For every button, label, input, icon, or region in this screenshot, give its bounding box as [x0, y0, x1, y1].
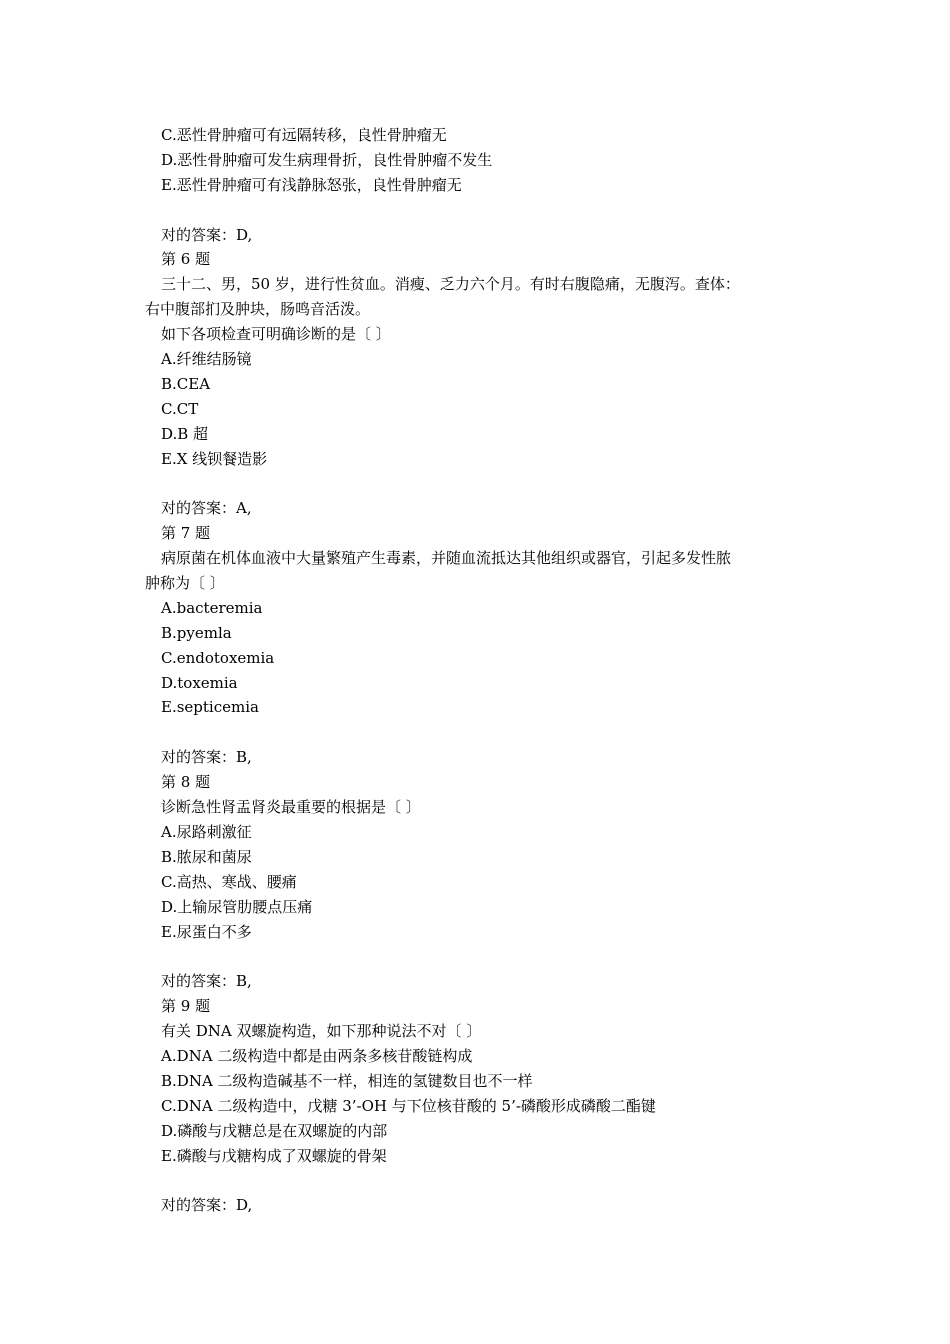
- q9-option-c: C.DNA 二级构造中，戊糖 3’-OH 与下位核苷酸的 5’-磷酸形成磷酸二酯键: [161, 1096, 656, 1115]
- q9-option-a: A.DNA 二级构造中都是由两条多核苷酸链构成: [161, 1046, 473, 1065]
- q6-answer: 对的答案：A,: [161, 499, 252, 518]
- q8-option-a: A.尿路刺激征: [161, 822, 252, 841]
- q7-option-b: B.pyemla: [161, 623, 232, 642]
- q9-stem-line1: 有关 DNA 双螺旋构造，如下那种说法不对〔 〕: [161, 1022, 482, 1041]
- q6-option-c: C.CT: [161, 399, 199, 418]
- q5-option-d: D.恶性骨肿瘤可发生病理骨折，良性骨肿瘤不发生: [161, 150, 493, 169]
- spacer: [145, 720, 810, 745]
- q7-stem-line2: 肿称为〔 〕: [145, 574, 225, 593]
- q5-answer: 对的答案：D,: [161, 225, 253, 244]
- q5-option-c: C.恶性骨肿瘤可有远隔转移，良性骨肿瘤无: [161, 126, 447, 144]
- q9-option-e: E.磷酸与戊糖构成了双螺旋的骨架: [161, 1146, 387, 1165]
- q9-option-d: D.磷酸与戊糖总是在双螺旋的内部: [161, 1121, 388, 1140]
- q8-answer: 对的答案：B,: [161, 972, 252, 991]
- q8-option-d: D.上输尿管肋腰点压痛: [161, 897, 313, 916]
- q6-option-e: E.X 线钡餐造影: [161, 449, 268, 468]
- q8-option-b: B.脓尿和菌尿: [161, 847, 252, 866]
- q8-option-e: E.尿蛋白不多: [161, 922, 252, 941]
- q9-number: 第 9 题: [161, 997, 211, 1016]
- q6-stem-line3: 如下各项检查可明确诊断的是〔 〕: [161, 325, 391, 344]
- q8-number: 第 8 题: [161, 773, 211, 792]
- q7-option-c: C.endotoxemia: [161, 648, 275, 667]
- q5-option-e: E.恶性骨肿瘤可有浅静脉怒张，良性骨肿瘤无: [161, 175, 462, 194]
- q6-option-b: B.CEA: [161, 374, 211, 393]
- q7-option-a: A.bacteremia: [161, 598, 263, 617]
- q7-number: 第 7 题: [161, 524, 211, 543]
- q7-answer: 对的答案：B,: [161, 748, 252, 767]
- q9-option-b: B.DNA 二级构造碱基不一样，相连的氢键数目也不一样: [161, 1071, 533, 1090]
- q7-option-d: D.toxemia: [161, 673, 238, 692]
- spacer: [145, 944, 810, 969]
- q8-stem-line1: 诊断急性肾盂肾炎最重要的根据是〔 〕: [161, 798, 421, 817]
- spacer: [145, 471, 810, 496]
- q6-number: 第 6 题: [161, 250, 211, 269]
- spacer: [145, 1168, 810, 1193]
- q6-option-d: D.B 超: [161, 424, 209, 443]
- q7-option-e: E.septicemia: [161, 698, 259, 717]
- q6-stem-line1: 三十二、男，50 岁，进行性贫血。消瘦、乏力六个月。有时右腹隐痛，无腹泻。查体：: [161, 275, 740, 294]
- q7-stem-line1: 病原菌在机体血液中大量繁殖产生毒素，并随血流抵达其他组织或器官，引起多发性脓: [161, 549, 732, 568]
- q8-option-c: C.高热、寒战、腰痛: [161, 872, 297, 891]
- spacer: [145, 198, 810, 223]
- q9-answer: 对的答案：D,: [161, 1196, 253, 1215]
- q6-option-a: A.纤维结肠镜: [161, 350, 252, 369]
- document-content: [145, 123, 810, 1218]
- q6-stem-line2: 右中腹部扪及肿块，肠鸣音活泼。: [145, 300, 371, 319]
